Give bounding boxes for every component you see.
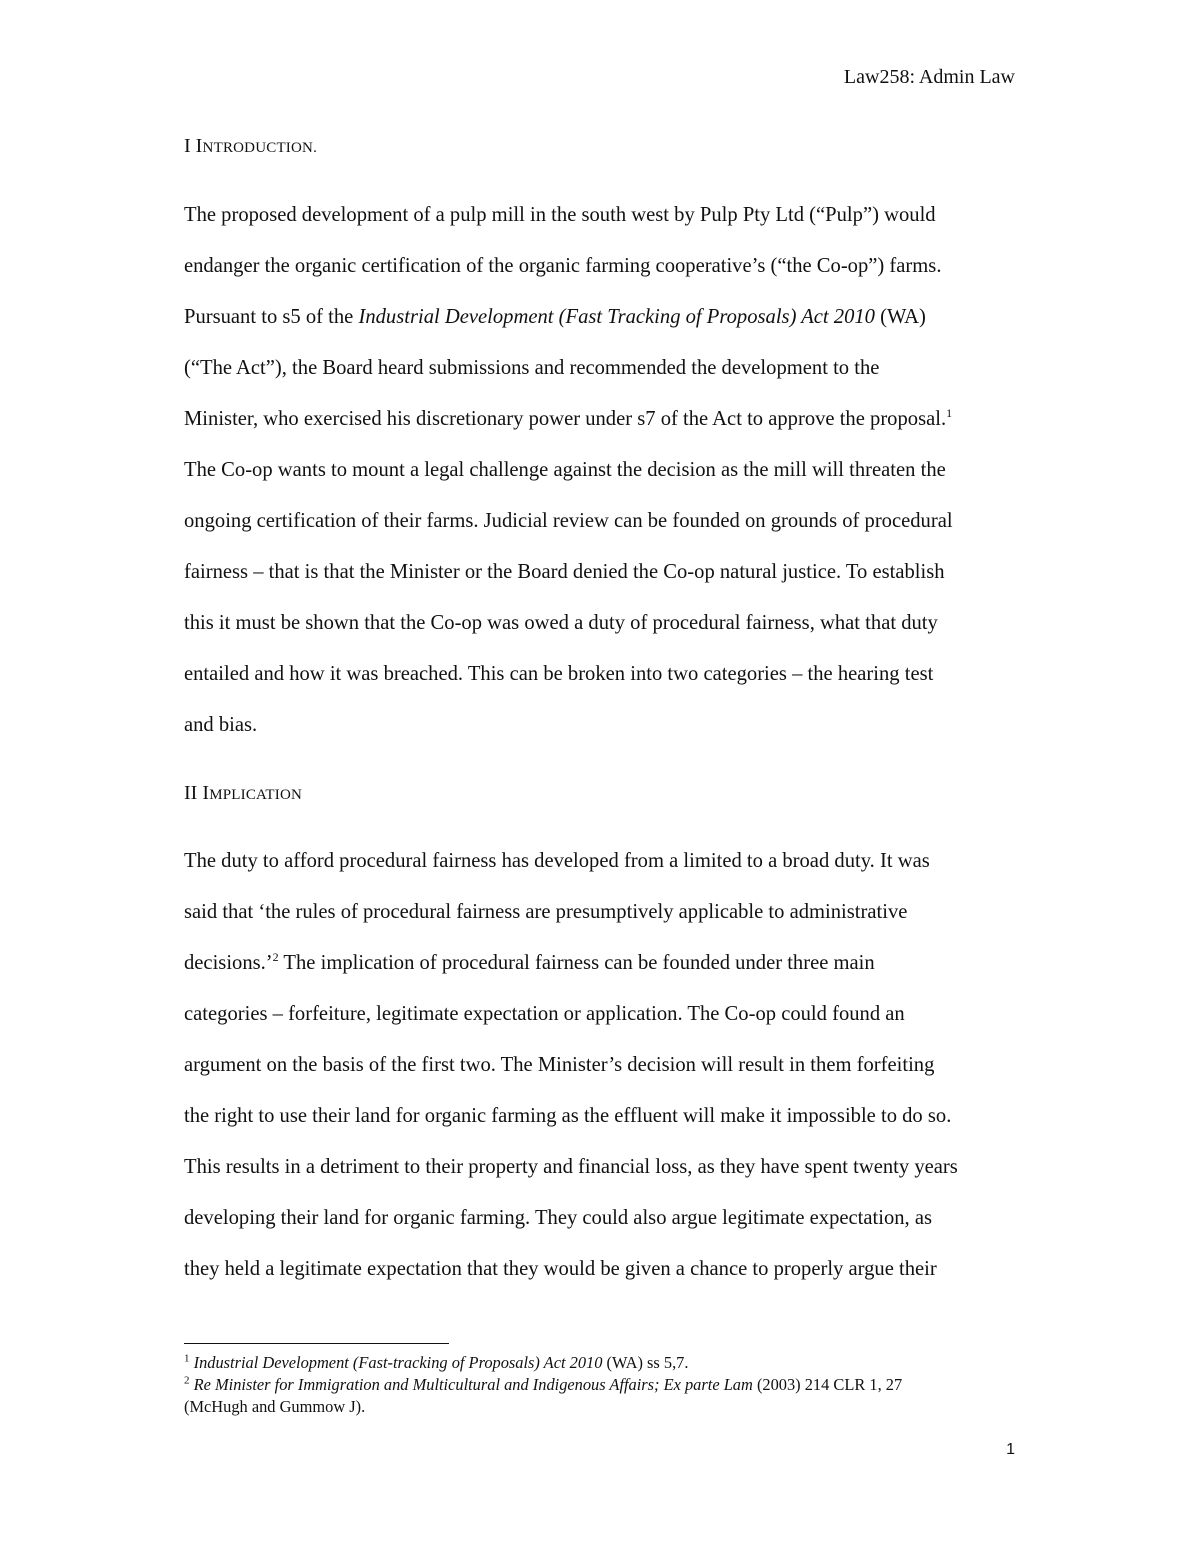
text-line (184, 253, 941, 279)
text-run: Minister, who exercised his discretionary power under s7 of the Act to approve the proposal. (184, 408, 947, 430)
section-heading-implication (184, 780, 302, 808)
footnote-citation-detail: (2003) 214 CLR 1, 27 (752, 1375, 903, 1394)
text-line (184, 610, 938, 636)
text-line (184, 202, 936, 228)
text-run: this it must be shown that the Co-op was owed a duty of procedural fairness, what that duty (184, 612, 938, 634)
text-line (184, 1256, 937, 1282)
page-number: 1 (1006, 1441, 1015, 1458)
text-line (184, 559, 945, 585)
text-line (184, 355, 879, 381)
footnote-separator (184, 1343, 449, 1344)
text-run: This results in a detriment to their property and financial loss, as they have spent twenty years (184, 1156, 958, 1178)
text-run: endanger the organic certification of the organic farming cooperative’s (“the Co-op”) farms. (184, 255, 942, 277)
section-number: II (184, 782, 198, 804)
section-title: INTRODUCTION. (195, 135, 318, 157)
section-number: I (184, 135, 191, 157)
text-run: they held a legitimate expectation that they would be given a chance to properly argue their (184, 1258, 937, 1280)
section-heading-introduction (184, 133, 317, 161)
text-line (184, 899, 907, 925)
text-line (184, 1154, 958, 1180)
text-run: entailed and how it was breached. This can be broken into two categories – the hearing test (184, 663, 934, 685)
text-run: The duty to afford procedural fairness has developed from a limited to a broad duty. It was (184, 850, 930, 872)
text-line (184, 950, 875, 976)
text-line (184, 508, 953, 534)
footnote-marker: 1 (184, 1352, 190, 1365)
footnote-marker: 2 (184, 1374, 190, 1387)
footnote-reference[interactable]: 1 (946, 406, 953, 421)
statute-title: Industrial Development (Fast Tracking of Proposals) Act 2010 (358, 306, 875, 328)
text-run: The proposed development of a pulp mill in the south west by Pulp Pty Ltd (“Pulp”) would (184, 204, 936, 226)
text-run: ongoing certification of their farms. Judicial review can be founded on grounds of procedural (184, 510, 953, 532)
text-run: The implication of procedural fairness can be founded under three main (278, 952, 875, 974)
text-line (184, 304, 926, 330)
text-line (184, 457, 946, 483)
text-run: categories – forfeiture, legitimate expectation or application. The Co-op could found an (184, 1003, 905, 1025)
footnote-reference[interactable]: 2 (272, 950, 279, 965)
text-run: the right to use their land for organic farming as the effluent will make it impossible to do so. (184, 1105, 952, 1127)
text-run: decisions.’ (184, 952, 273, 974)
footnote-citation-title: Industrial Development (Fast-tracking of Proposals) Act 2010 (193, 1353, 603, 1372)
footnote-2 (184, 1374, 902, 1395)
text-run: and bias. (184, 714, 258, 736)
text-line (184, 1103, 951, 1129)
footnote-1 (184, 1352, 688, 1373)
text-run: argument on the basis of the first two. The Minister’s decision will result in them forfeiting (184, 1054, 935, 1076)
running-header: Law258: Admin Law (843, 66, 1015, 88)
text-run: fairness – that is that the Minister or the Board denied the Co-op natural justice. To establish (184, 561, 945, 583)
text-line (184, 1052, 934, 1078)
footnote-citation-title: Re Minister for Immigration and Multicultural and Indigenous Affairs; Ex parte Lam (193, 1375, 753, 1394)
text-line (184, 406, 952, 432)
text-line (184, 848, 930, 874)
text-line (184, 1205, 932, 1231)
text-run: The Co-op wants to mount a legal challenge against the decision as the mill will threaten the (184, 459, 946, 481)
footnote-citation-detail: (WA) ss 5,7. (602, 1353, 689, 1372)
text-run: Pursuant to s5 of the (184, 306, 359, 328)
text-run: developing their land for organic farming. They could also argue legitimate expectation, as (184, 1207, 933, 1229)
text-line (184, 661, 933, 687)
text-line (184, 712, 257, 738)
text-run: (WA) (874, 306, 926, 328)
footnote-2-continuation: (McHugh and Gummow J). (184, 1397, 366, 1416)
text-run: said that ‘the rules of procedural fairness are presumptively applicable to administrative (184, 901, 908, 923)
section-title: IMPLICATION (202, 782, 303, 804)
text-run: (“The Act”), the Board heard submissions and recommended the development to the (184, 357, 880, 379)
text-line (184, 1001, 905, 1027)
